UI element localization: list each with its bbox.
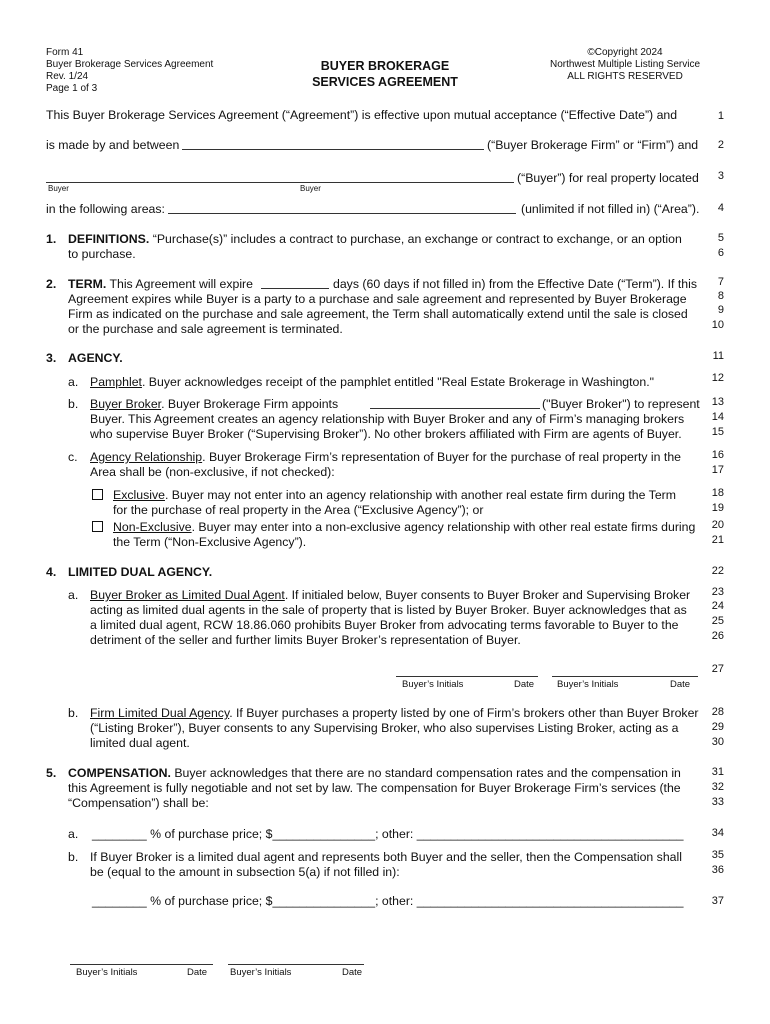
line-number: 29 [711, 721, 724, 733]
line-number: 5 [717, 232, 724, 244]
exclusive-heading: Exclusive [113, 488, 165, 502]
buyer-label-1: Buyer [48, 184, 69, 193]
intro-line-1: This Buyer Brokerage Services Agreement (“Agreement”) is effective upon mutual acceptance (“Effective Date”) and [46, 108, 678, 122]
line-number: 27 [711, 663, 724, 675]
footer-initials-label-2: Buyer’s Initials [230, 967, 292, 978]
firm-limited-dual-agency-text-a: . If Buyer purchases a property listed by one of Firm’s brokers other than Buyer Broker [229, 706, 699, 720]
copyright: ©Copyright 2024 [587, 47, 663, 58]
section-4-heading: LIMITED DUAL AGENCY. [68, 565, 213, 579]
organization: Northwest Multiple Listing Service [549, 59, 701, 70]
intro-line-2-tail: (“Buyer Brokerage Firm” or “Firm”) and [487, 138, 699, 152]
section-3c-label: c. [68, 450, 78, 464]
document-title-line-2: SERVICES AGREEMENT [312, 75, 458, 89]
line-number: 25 [711, 615, 724, 627]
buyer-broker-text-a2: ("Buyer Broker") to represent [542, 397, 700, 411]
initials-label-2: Buyer’s Initials [557, 679, 619, 690]
section-2-line-a [68, 276, 253, 292]
section-1-text-a: “Purchase(s)” includes a contract to purchase, an exchange or contract to exchange, or an option [152, 232, 682, 246]
line-number: 2 [717, 139, 724, 151]
section-4b-line-b: (“Listing Broker”), Buyer consents to any Supervising Broker, who also supervises Listing Broker, acting as a [90, 721, 679, 735]
section-5b-line-a: If Buyer Broker is a limited dual agent and represents both Buyer and the seller, then the Compensation shall [90, 850, 682, 864]
non-exclusive-text-a: . Buyer may enter into a non-exclusive agency relationship with other real estate firms during [191, 520, 696, 534]
intro-line-4-tail: (unlimited if not filled in) (“Area”). [521, 202, 700, 216]
section-2-number: 2. [46, 277, 57, 291]
intro-line-2-lead: is made by and between [46, 138, 180, 152]
compensation-field-b[interactable]: ________ % of purchase price; $_______________; other: _______________________________________ [92, 894, 684, 908]
line-number: 26 [711, 630, 724, 642]
section-3a-label: a. [68, 375, 79, 389]
exclusive-option [92, 487, 107, 503]
limited-dual-agent-text-a: . If initialed below, Buyer consents to Buyer Broker and Supervising Broker [284, 588, 691, 602]
line-number: 11 [712, 350, 724, 362]
line-number: 7 [717, 276, 724, 288]
form-name: Buyer Brokerage Services Agreement [46, 59, 214, 70]
section-3c-line-b: Area shall be (non-exclusive, if not checked): [90, 465, 335, 479]
firm-limited-dual-agency-heading: Firm Limited Dual Agency [90, 706, 230, 720]
non-exclusive-heading: Non-Exclusive [113, 520, 192, 534]
non-exclusive-option [92, 519, 107, 535]
section-4b-line-a [90, 705, 699, 721]
section-1-line-a [68, 231, 682, 247]
rights-reserved: ALL RIGHTS RESERVED [567, 71, 683, 82]
date-label-2: Date [670, 679, 691, 690]
line-number: 20 [711, 519, 724, 531]
initials-field-1[interactable] [396, 676, 538, 677]
buyer-broker-heading: Buyer Broker [90, 397, 162, 411]
section-1-number: 1. [46, 232, 57, 246]
section-3c-line-a [90, 449, 681, 465]
section-5-number: 5. [46, 766, 57, 780]
section-4b-line-c: limited dual agent. [90, 736, 190, 750]
form-revision: Rev. 1/24 [46, 71, 89, 82]
section-4a-line-c: a limited dual agent, RCW 18.86.060 prohibits Buyer Broker from advocating terms favorable to Buyer to the [90, 618, 679, 632]
line-number: 10 [711, 319, 724, 331]
section-4a-line-a [90, 587, 690, 603]
exclusive-line-b: for the purchase of real property in the Area (“Exclusive Agency”); or [113, 503, 484, 517]
term-days-field[interactable] [261, 288, 329, 289]
exclusive-text-a: . Buyer may not enter into an agency relationship with another real estate firm during the Term [164, 488, 677, 502]
line-number: 32 [711, 781, 724, 793]
section-3b-line-a [90, 396, 338, 412]
section-3b-line-c: who supervise Buyer Broker (“Supervising Broker”). No other brokers affiliated with Firm are agents of Buyer. [90, 427, 682, 441]
line-number: 21 [711, 534, 724, 546]
section-4a-line-d: detriment of the seller and further limits Buyer Broker’s representation of Buyer. [90, 633, 521, 647]
line-number: 33 [711, 796, 724, 808]
section-2-line-d: or the purchase and sale agreement is terminated. [68, 322, 343, 336]
document-title-line-1: BUYER BROKERAGE [320, 59, 450, 73]
section-3-number: 3. [46, 351, 57, 365]
section-4b-label: b. [68, 706, 79, 720]
buyer-label-2: Buyer [300, 184, 321, 193]
line-number: 17 [711, 464, 724, 476]
line-number: 13 [711, 396, 724, 408]
line-number: 35 [711, 849, 724, 861]
section-5b-label: b. [68, 850, 79, 864]
line-number: 12 [711, 372, 724, 384]
section-5-line-b: this Agreement is fully negotiable and not set by law. The compensation for Buyer Brokerage Firm’s services (the [68, 781, 681, 795]
section-5-text-a: Buyer acknowledges that there are no standard compensation rates and the compensation in [174, 766, 681, 780]
section-4-number: 4. [46, 565, 57, 579]
pamphlet-text: . Buyer acknowledges receipt of the pamphlet entitled "Real Estate Brokerage in Washington." [141, 375, 655, 389]
section-2-line-c: Firm as indicated on the purchase and sale agreement, the Term shall automatically extend until the sale is closed [68, 307, 688, 321]
line-number: 22 [711, 565, 724, 577]
initials-field-2[interactable] [552, 676, 698, 677]
line-number: 31 [711, 766, 724, 778]
line-number: 36 [711, 864, 724, 876]
section-4a-line-b: acting as limited dual agents in the sale of property that is listed by Buyer Broker. Buyer acknowledges that as [90, 603, 687, 617]
section-2-line-b: Agreement expires while Buyer is a party to a purchase and sale agreement and represented by Buyer Brokerage [68, 292, 687, 306]
compensation-field-a[interactable]: ________ % of purchase price; $_______________; other: _______________________________________ [92, 827, 684, 841]
line-number: 23 [711, 586, 724, 598]
section-4a-label: a. [68, 588, 79, 602]
line-number: 19 [711, 502, 724, 514]
limited-dual-agent-heading: Buyer Broker as Limited Dual Agent [90, 588, 285, 602]
line-number: 24 [711, 600, 724, 612]
exclusive-line-a [113, 487, 676, 503]
non-exclusive-line-a [113, 519, 695, 535]
section-2-text-a2: days (60 days if not filled in) from the Effective Date (“Term”). If this [333, 277, 698, 291]
section-3b-line-b: Buyer. This Agreement creates an agency relationship with Buyer Broker and any of Firm’s managing brokers [90, 412, 685, 426]
line-number: 16 [711, 449, 724, 461]
section-3a-line [90, 374, 654, 390]
line-number: 34 [711, 827, 724, 839]
footer-date-label-1: Date [187, 967, 208, 978]
footer-initials-label-1: Buyer’s Initials [76, 967, 138, 978]
buyer-broker-text-a1: . Buyer Brokerage Firm appoints [161, 397, 339, 411]
section-3b-label: b. [68, 397, 79, 411]
pamphlet-heading: Pamphlet [90, 375, 142, 389]
line-number: 8 [717, 290, 724, 302]
line-number: 28 [711, 706, 724, 718]
line-number: 4 [717, 202, 724, 214]
intro-line-3-tail: (“Buyer”) for real property located [517, 171, 699, 185]
section-1-line-b: to purchase. [68, 247, 136, 261]
agency-relationship-heading: Agency Relationship [90, 450, 203, 464]
line-number: 3 [717, 170, 724, 182]
section-1-heading: DEFINITIONS. [68, 232, 150, 246]
section-5-line-a [68, 765, 681, 781]
line-number: 9 [717, 304, 724, 316]
section-3-heading: AGENCY. [68, 351, 123, 365]
date-label-1: Date [514, 679, 535, 690]
exclusive-checkbox[interactable] [92, 489, 103, 500]
firm-name-field[interactable] [182, 149, 484, 150]
line-number: 30 [711, 736, 724, 748]
section-5a-label: a. [68, 827, 79, 841]
section-2-heading: TERM. [68, 277, 107, 291]
line-number: 15 [711, 426, 724, 438]
form-number: Form 41 [46, 47, 84, 58]
intro-line-4-lead: in the following areas: [46, 202, 165, 216]
footer-date-label-2: Date [342, 967, 363, 978]
section-5-heading: COMPENSATION. [68, 766, 171, 780]
initials-label-1: Buyer’s Initials [402, 679, 464, 690]
section-5-line-c: “Compensation”) shall be: [68, 796, 209, 810]
non-exclusive-line-b: the Term (“Non-Exclusive Agency”). [113, 535, 307, 549]
line-number: 6 [717, 247, 724, 259]
page-number: Page 1 of 3 [46, 83, 98, 94]
line-number: 18 [711, 487, 724, 499]
line-number: 1 [717, 110, 724, 122]
line-number: 37 [711, 895, 724, 907]
footer-initials-field-1[interactable] [70, 964, 213, 965]
non-exclusive-checkbox[interactable] [92, 521, 103, 532]
footer-initials-field-2[interactable] [228, 964, 364, 965]
section-5b-line-b: be (equal to the amount in subsection 5(a) if not filled in): [90, 865, 400, 879]
agency-relationship-text-a: . Buyer Brokerage Firm’s representation of Buyer for the purchase of real property in the [202, 450, 682, 464]
buyer-name-field[interactable] [46, 182, 514, 183]
buyer-broker-name-field[interactable] [370, 408, 540, 409]
area-field[interactable] [168, 213, 516, 214]
line-number: 14 [711, 411, 724, 423]
section-2-text-a1: This Agreement will expire [109, 277, 253, 291]
